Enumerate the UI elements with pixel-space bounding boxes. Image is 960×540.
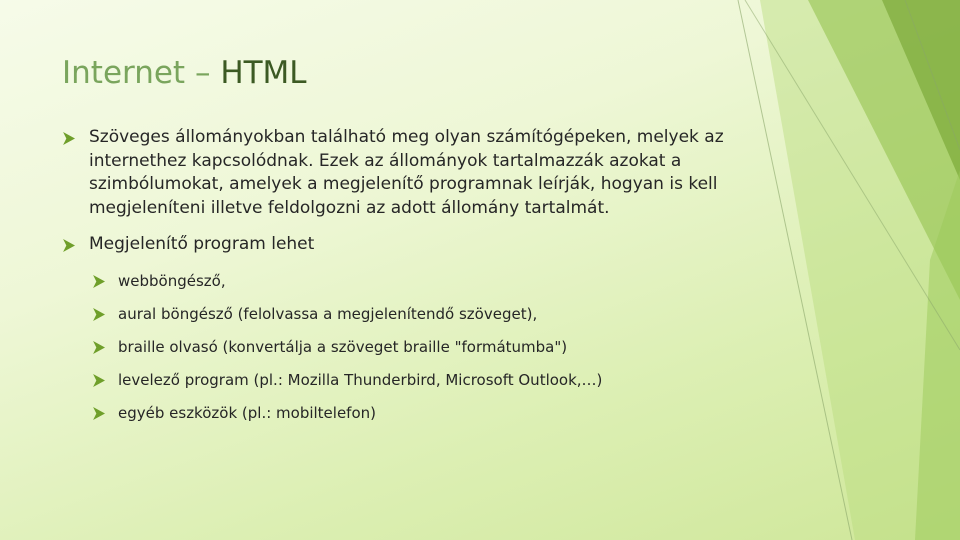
sub-bullet-text: aural böngésző (felolvassa a megjelenítendő szöveget), [118, 304, 538, 323]
sub-bullet-item [62, 369, 742, 391]
arrow-triangle-icon [92, 341, 105, 354]
title-prefix: Internet [62, 55, 186, 91]
slide-title [62, 50, 307, 96]
sub-bullet-item [62, 270, 742, 292]
sub-bullet-text: levelező program (pl.: Mozilla Thunderbird, Microsoft Outlook,…) [118, 370, 603, 389]
sub-bullet-list [62, 270, 742, 424]
bullet-text: Szöveges állományokban található meg olyan számítógépeken, melyek az internethez kapcsolódnak. Ezek az állományok tartalmazzák azokat a szimbólumokat, amelyek a megjelenítő programnak leírják, hogyan is kell megjeleníteni illetve feldolgozni az adott állomány tartalmát. [89, 127, 724, 218]
arrow-triangle-icon [92, 407, 105, 420]
sub-bullet-item [62, 303, 742, 325]
arrow-triangle-icon [62, 239, 75, 252]
bullet-text: Megjelenítő program lehet [89, 234, 315, 254]
bullet-item [62, 126, 742, 220]
slide-content [62, 126, 742, 435]
title-separator: – [194, 55, 211, 91]
arrow-triangle-icon [92, 308, 105, 321]
title-main: HTML [220, 55, 307, 91]
sub-bullet-text: egyéb eszközök (pl.: mobiltelefon) [118, 403, 376, 422]
arrow-triangle-icon [92, 275, 105, 288]
sub-bullet-text: braille olvasó (konvertálja a szöveget braille "formátumba") [118, 337, 568, 356]
sub-bullet-item [62, 402, 742, 424]
bullet-item [62, 233, 742, 257]
sub-bullet-item [62, 336, 742, 358]
sub-bullet-text: webböngésző, [118, 271, 226, 290]
arrow-triangle-icon [92, 374, 105, 387]
arrow-triangle-icon [62, 132, 75, 145]
